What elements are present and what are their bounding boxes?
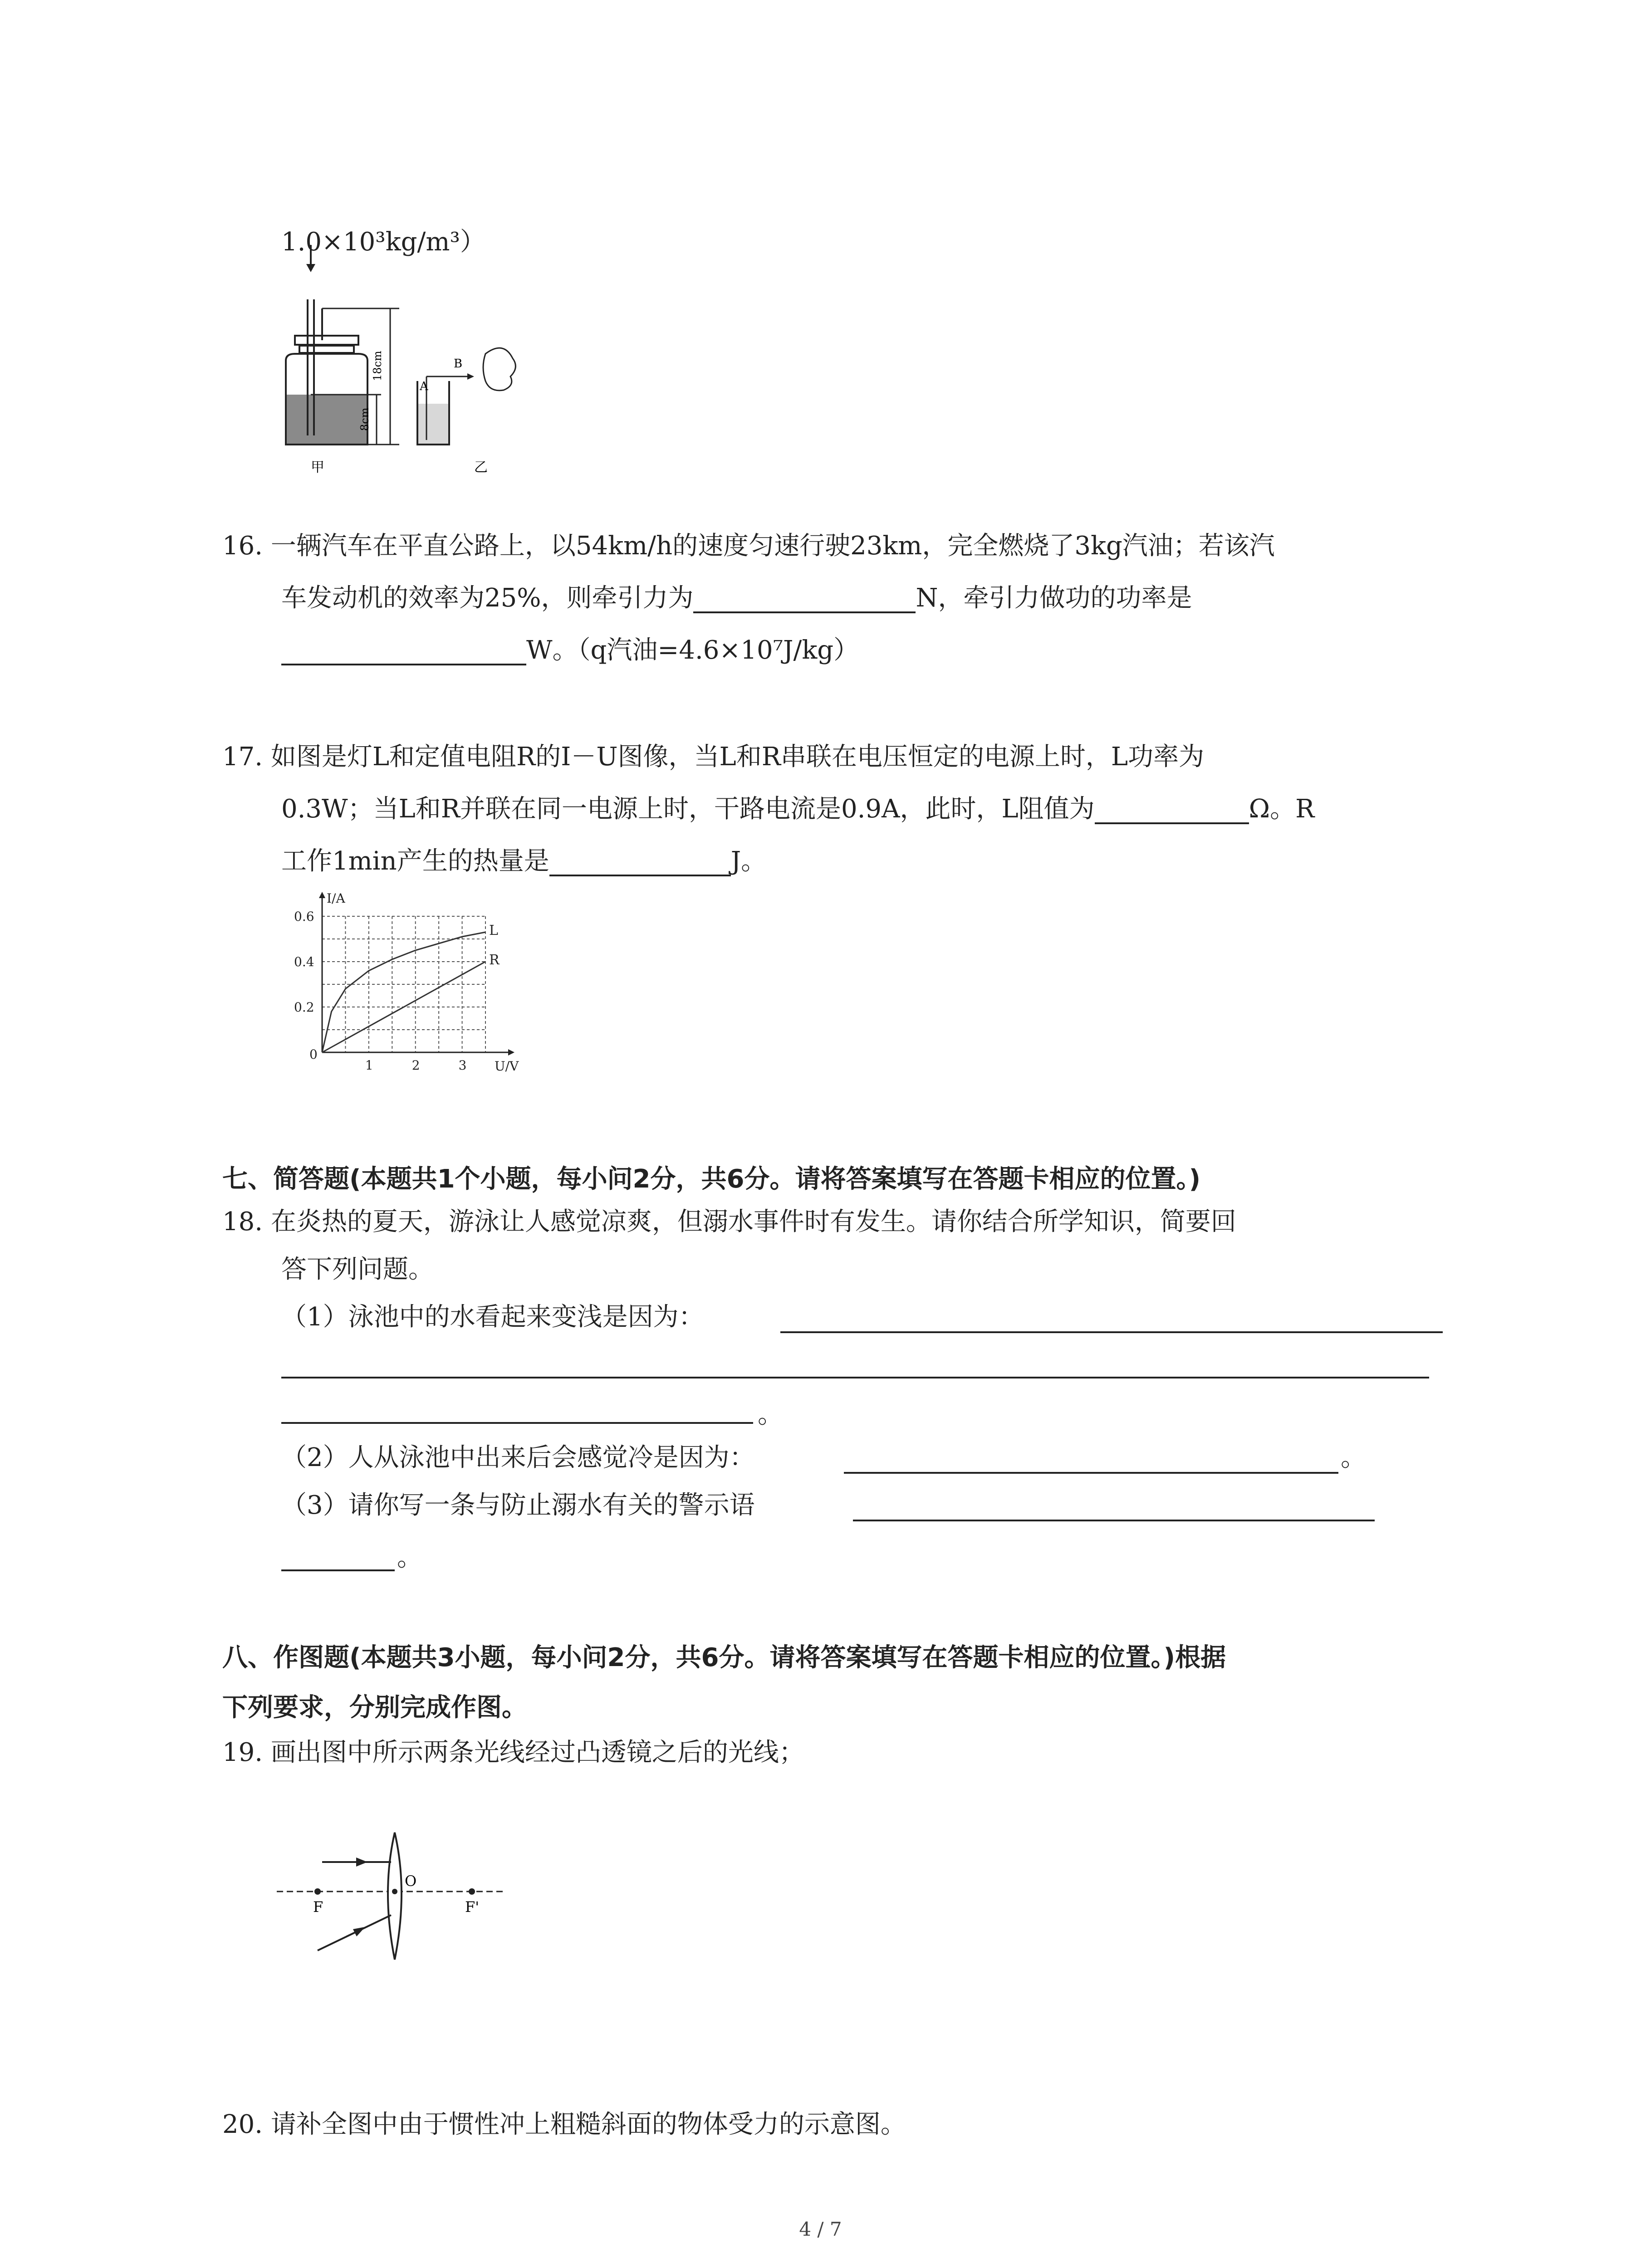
q16-blank-power[interactable] xyxy=(281,636,526,665)
q17-line2-text2: Ω。R xyxy=(1249,794,1315,824)
q15-figure xyxy=(268,245,522,476)
y-axis-arrow xyxy=(319,892,325,898)
y-axis-label: I/A xyxy=(327,891,345,906)
series-line-R xyxy=(322,962,485,1052)
q20-text: 20. 请补全图中由于惯性冲上粗糙斜面的物体受力的示意图。 xyxy=(222,2110,906,2139)
label-a: A xyxy=(420,380,428,393)
label-b: B xyxy=(454,357,463,371)
q18-sub2: （2）人从泳池中出来后会感觉冷是因为： xyxy=(281,1443,755,1472)
series-line-L xyxy=(322,932,485,1052)
q16-blank-force[interactable] xyxy=(693,584,916,613)
q18-blank-1c[interactable] xyxy=(281,1422,753,1424)
q17-line2-text: 0.3W；当L和R并联在同一电源上时，干路电流是0.9A，此时，L阻值为 xyxy=(281,794,1095,824)
dim-8cm: 8cm xyxy=(358,407,371,431)
q16-line2-text: 车发动机的效率为25%，则牵引力为 xyxy=(281,583,694,613)
q19-text: 19. 画出图中所示两条光线经过凸透镜之后的光线； xyxy=(222,1738,804,1767)
q18-blank-1a[interactable] xyxy=(780,1331,1443,1333)
q18-line2: 答下列问题。 xyxy=(281,1255,434,1284)
series-label-L: L xyxy=(489,923,498,938)
q18-end3: 。 xyxy=(397,1543,422,1572)
q18-sub3: （3）请你写一条与防止溺水有关的警示语 xyxy=(281,1491,755,1520)
x-axis-label: U/V xyxy=(495,1059,519,1074)
q17-line3-text: 工作1min产生的热量是 xyxy=(281,846,549,876)
y-tick-label: 0.2 xyxy=(294,1000,314,1015)
q18-blank-1b[interactable] xyxy=(281,1377,1429,1378)
y-tick-label: 0.6 xyxy=(294,909,314,924)
q16-line3-text: W。（q汽油=4.6×10⁷J/kg） xyxy=(526,635,859,665)
label-jia: 甲 xyxy=(311,459,324,475)
label-f-prime: F' xyxy=(465,1898,479,1916)
q17-blank-resistance[interactable] xyxy=(1095,795,1249,824)
section-8-title-2: 下列要求，分别完成作图。 xyxy=(222,1693,527,1722)
origin-label: 0 xyxy=(309,1047,318,1062)
x-tick-label: 2 xyxy=(411,1058,420,1073)
label-yi: 乙 xyxy=(474,459,488,475)
q16-line2-text2: N，牵引力做功的功率是 xyxy=(916,583,1192,613)
section-8-title: 八、作图题(本题共3小题，每小问2分，共6分。请将答案填写在答题卡相应的位置。)根据 xyxy=(222,1643,1226,1672)
dim-18cm: 18cm xyxy=(371,351,384,381)
label-f: F xyxy=(313,1898,323,1916)
y-tick-label: 0.4 xyxy=(294,954,314,969)
q18-sub1: （1）泳池中的水看起来变浅是因为： xyxy=(281,1302,704,1332)
q18-blank-3a[interactable] xyxy=(853,1520,1375,1521)
q15-unit-tail: 1.0×10³kg/m³） xyxy=(281,227,485,257)
q18-line1: 18. 在炎热的夏天，游泳让人感觉凉爽，但溺水事件时有发生。请你结合所学知识，简要回 xyxy=(222,1207,1236,1237)
series-label-R: R xyxy=(489,952,500,968)
q18-end2: 。 xyxy=(1341,1443,1366,1472)
iu-chart xyxy=(290,889,544,1093)
page-number: 4 / 7 xyxy=(799,2218,842,2240)
q17-blank-heat[interactable] xyxy=(549,847,731,876)
q18-end1: 。 xyxy=(758,1400,783,1429)
x-tick-label: 1 xyxy=(365,1058,373,1073)
label-o: O xyxy=(405,1872,417,1890)
section-7-title: 七、简答题(本题共1个小题，每小问2分，共6分。请将答案填写在答题卡相应的位置。) xyxy=(222,1164,1201,1194)
lens-figure xyxy=(272,1819,517,1973)
q18-blank-2[interactable] xyxy=(844,1472,1338,1474)
q18-blank-3b[interactable] xyxy=(281,1569,395,1571)
x-axis-arrow xyxy=(508,1049,514,1056)
q16-line1: 16. 一辆汽车在平直公路上，以54km/h的速度匀速行驶23km，完全燃烧了3kg汽油；若该汽 xyxy=(222,531,1275,561)
x-tick-label: 3 xyxy=(458,1058,467,1073)
q17-line3-text2: J。 xyxy=(730,846,767,876)
q17-line1: 17. 如图是灯L和定值电阻R的I－U图像，当L和R串联在电压恒定的电源上时，L功率为 xyxy=(222,742,1205,772)
